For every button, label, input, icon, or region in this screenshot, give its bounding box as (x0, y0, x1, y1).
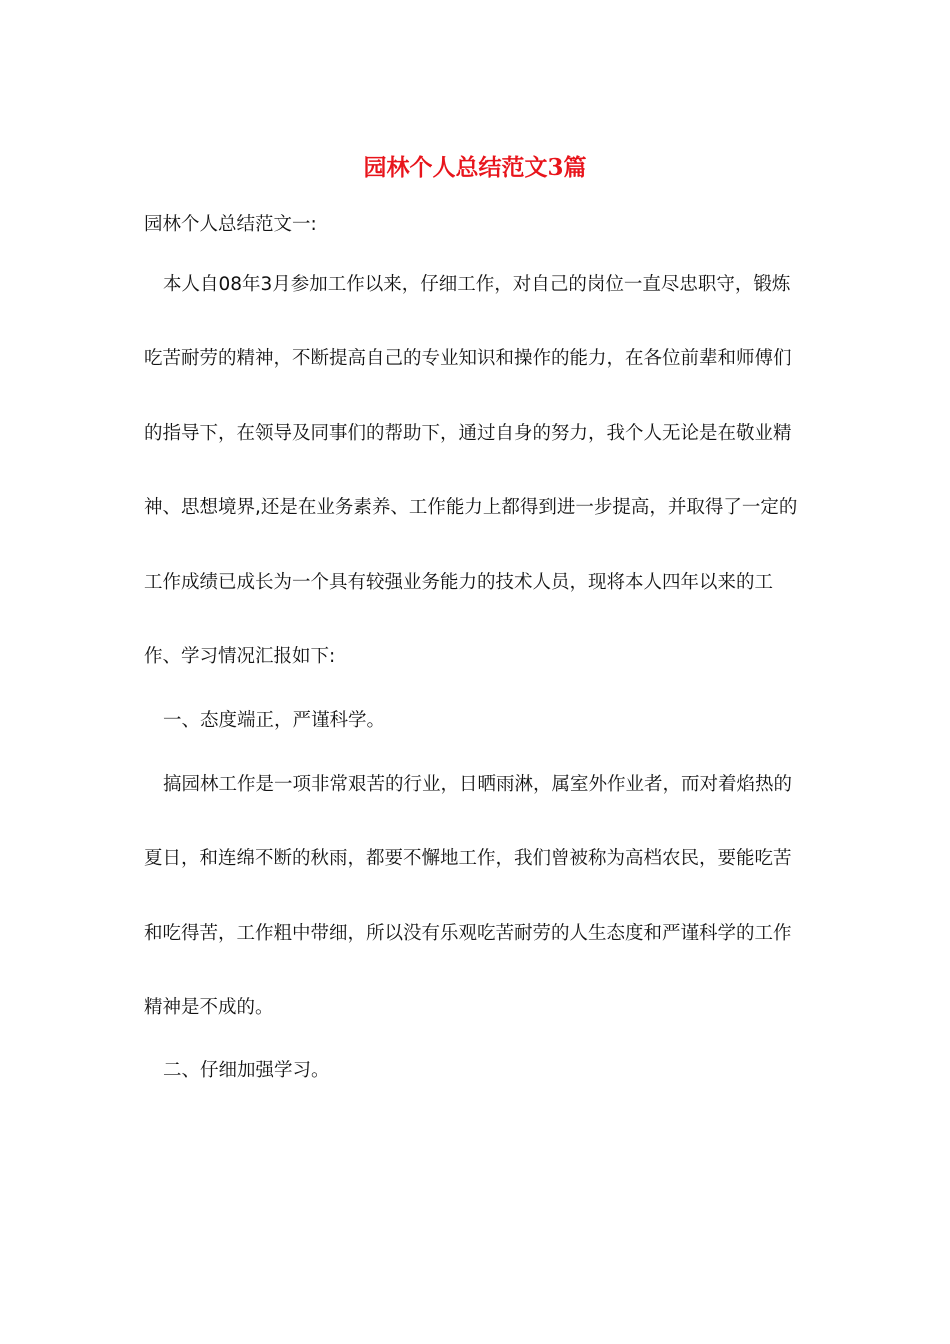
paragraph-work-description: 搞园林工作是一项非常艰苦的行业，日晒雨淋，属室外作业者，而对着焰热的夏日，和连绵不断的秋雨，都要不懈地工作，我们曾被称为高档农民，要能吃苦和吃得苦，工作粗中带细，所以没有乐观吃苦耐劳的人生态度和严谨科学的工作精神是不成的。 (144, 774, 793, 1019)
list-item-study: 二、仔细加强学习。 (163, 1060, 330, 1081)
section-heading: 园林个人总结范文一: (144, 214, 317, 235)
list-item-attitude: 一、态度端正，严谨科学。 (163, 710, 386, 731)
document-title: 园林个人总结范文3篇 (363, 154, 587, 181)
paragraph-intro: 本人自08年3月参加工作以来，仔细工作，对自己的岗位一直尽忠职守，锻炼吃苦耐劳的精神，不断提高自己的专业知识和操作的能力，在各位前辈和师傅们的指导下，在领导及同事们的帮助下，通过自身的努力，我个人无论是在敬业精神、思想境界,还是在业务素养、工作能力上都得到进一步提高，并取得了一定的工作成绩已成长为一个具有较强业务能力的技术人员，现将本人四年以来的工作、学习情况汇报如下: (144, 274, 798, 668)
